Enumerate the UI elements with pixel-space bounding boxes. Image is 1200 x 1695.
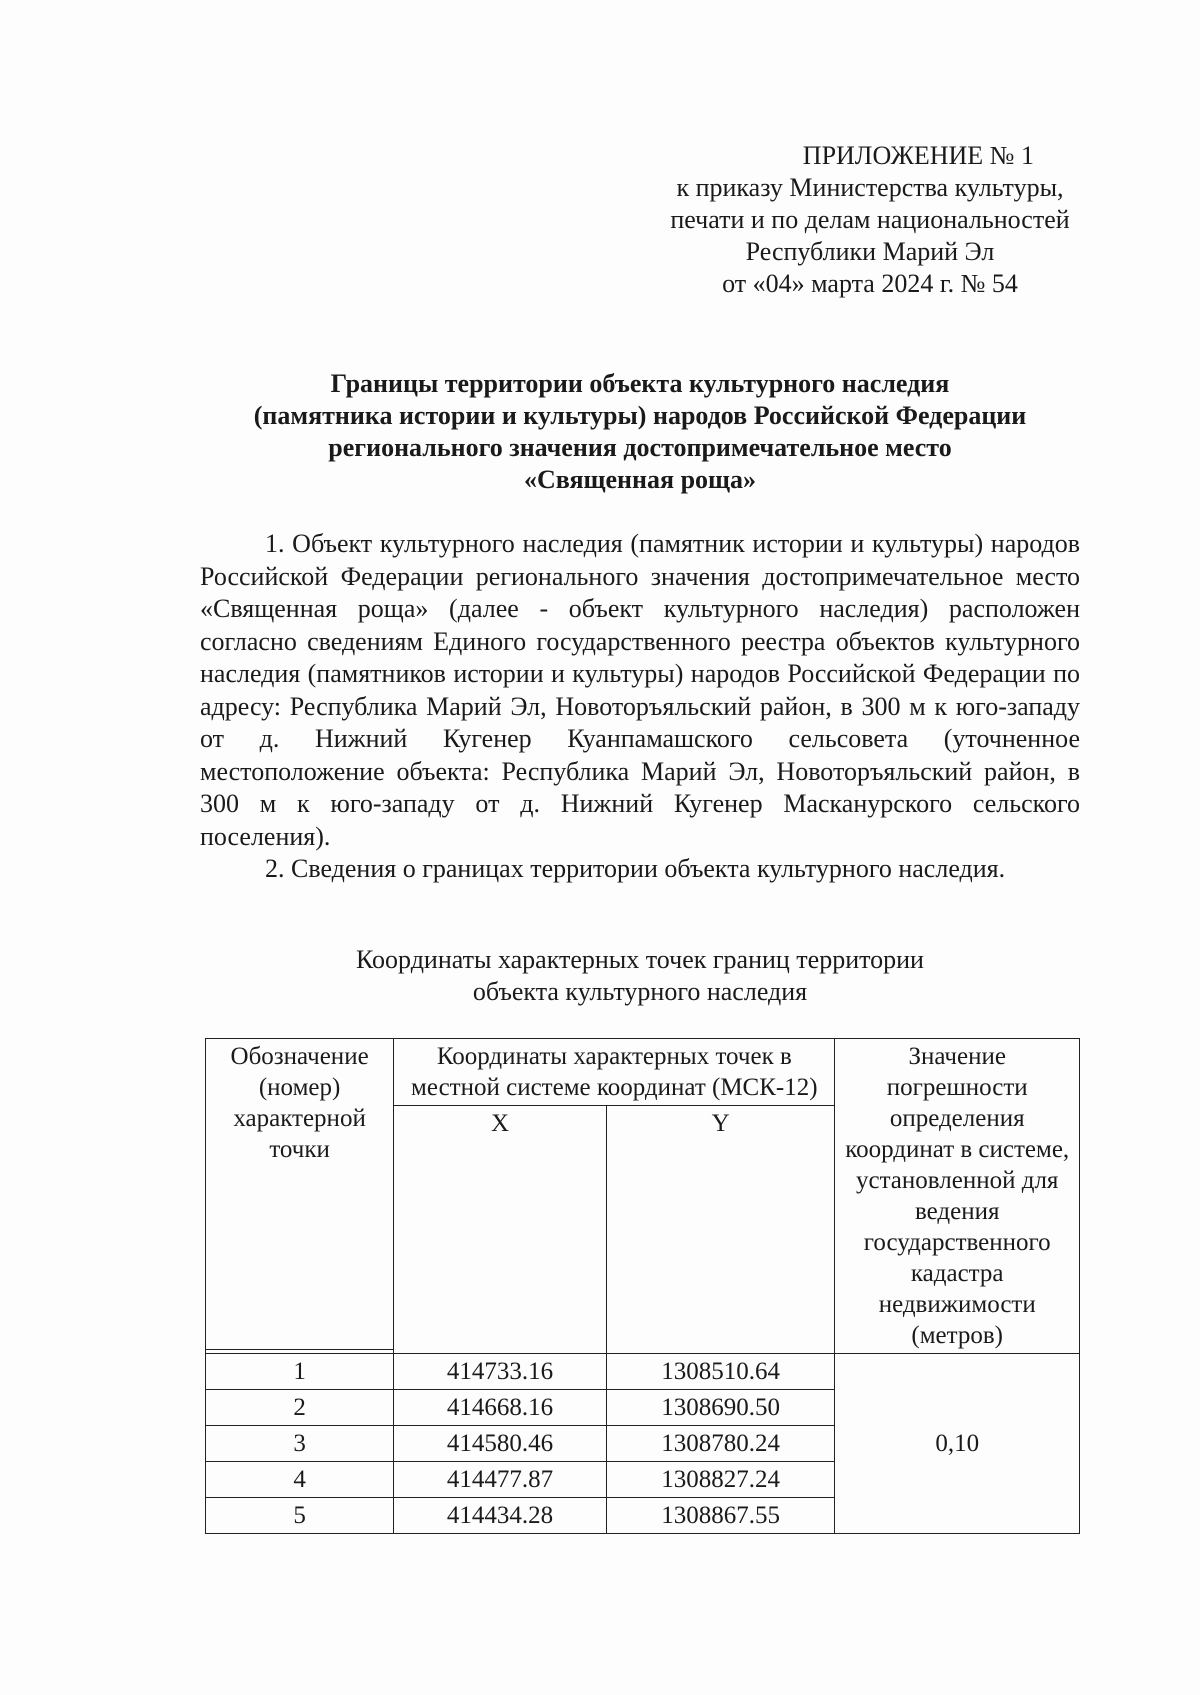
title-line: Границы территории объекта культурного наследия [330, 369, 950, 398]
table-caption [200, 944, 1080, 1008]
cell-x: 414580.46 [394, 1426, 607, 1462]
paragraph-1: 1. Объект культурного наследия (памятник истории и культуры) народов Российской Федерации регионального значения достопримечательное место «Священная роща» (далее - объект культурного наследия) расположен согласно сведениям Единого государственного реестра объектов культурного наследия (памятников истории и культуры) народов Российской Федерации по адресу: Республика Марий Эл, Новоторъяльский район, в 300 м к юго-западу от д. Нижний Кугенер Куанпамашского сельсовета (уточненное местоположение объекта: Республика Марий Эл, Новоторъяльский район, в 300 м к юго-западу от д. Нижний Кугенер Масканурского сельского поселения). [200, 529, 1080, 851]
title-line: «Священная роща» [524, 465, 756, 494]
cell-point: 5 [206, 1498, 394, 1534]
cell-x: 414477.87 [394, 1462, 607, 1498]
title-line: регионального значения достопримечательное место [328, 433, 952, 462]
appendix-heading: ПРИЛОЖЕНИЕ № 1 [802, 141, 1034, 170]
caption-line: Координаты характерных точек границ территории [356, 945, 924, 974]
cell-error-value: 0,10 [835, 1354, 1080, 1534]
cell-y: 1308690.50 [606, 1390, 835, 1426]
cell-y: 1308510.64 [606, 1354, 835, 1390]
cell-point: 2 [206, 1390, 394, 1426]
title-line: (памятника истории и культуры) народов Российской Федерации [253, 401, 1027, 430]
coordinates-table [205, 1038, 1080, 1534]
appendix-line: к приказу Министерства культуры, [676, 173, 1064, 202]
header-point: Обозначение (номер) характерной точки [206, 1039, 394, 1350]
cell-y: 1308867.55 [606, 1498, 835, 1534]
cell-x: 414668.16 [394, 1390, 607, 1426]
appendix-line: от «04» марта 2024 г. № 54 [722, 269, 1018, 298]
cell-x: 414733.16 [394, 1354, 607, 1390]
cell-y: 1308780.24 [606, 1426, 835, 1462]
header-y: Y [606, 1106, 835, 1354]
table-header-row [206, 1039, 1080, 1106]
body-text [200, 528, 1080, 886]
cell-point: 4 [206, 1462, 394, 1498]
cell-point: 3 [206, 1426, 394, 1462]
document-title [180, 368, 1100, 496]
header-error: Значение погрешности определения координат в системе, установленной для ведения государственного кадастра недвижимости (метров) [835, 1039, 1080, 1354]
header-coords: Координаты характерных точек в местной системе координат (МСК-12) [394, 1039, 835, 1106]
cell-point: 1 [206, 1354, 394, 1390]
cell-y: 1308827.24 [606, 1462, 835, 1498]
caption-line: объекта культурного наследия [472, 977, 808, 1006]
cell-x: 414434.28 [394, 1498, 607, 1534]
appendix-line: Республики Марий Эл [745, 237, 995, 266]
paragraph-2: 2. Сведения о границах территории объекта культурного наследия. [265, 854, 1006, 883]
appendix-line: печати и по делам национальностей [670, 205, 1070, 234]
table-row [206, 1354, 1080, 1390]
appendix-header [640, 140, 1100, 300]
header-x: X [394, 1106, 607, 1354]
